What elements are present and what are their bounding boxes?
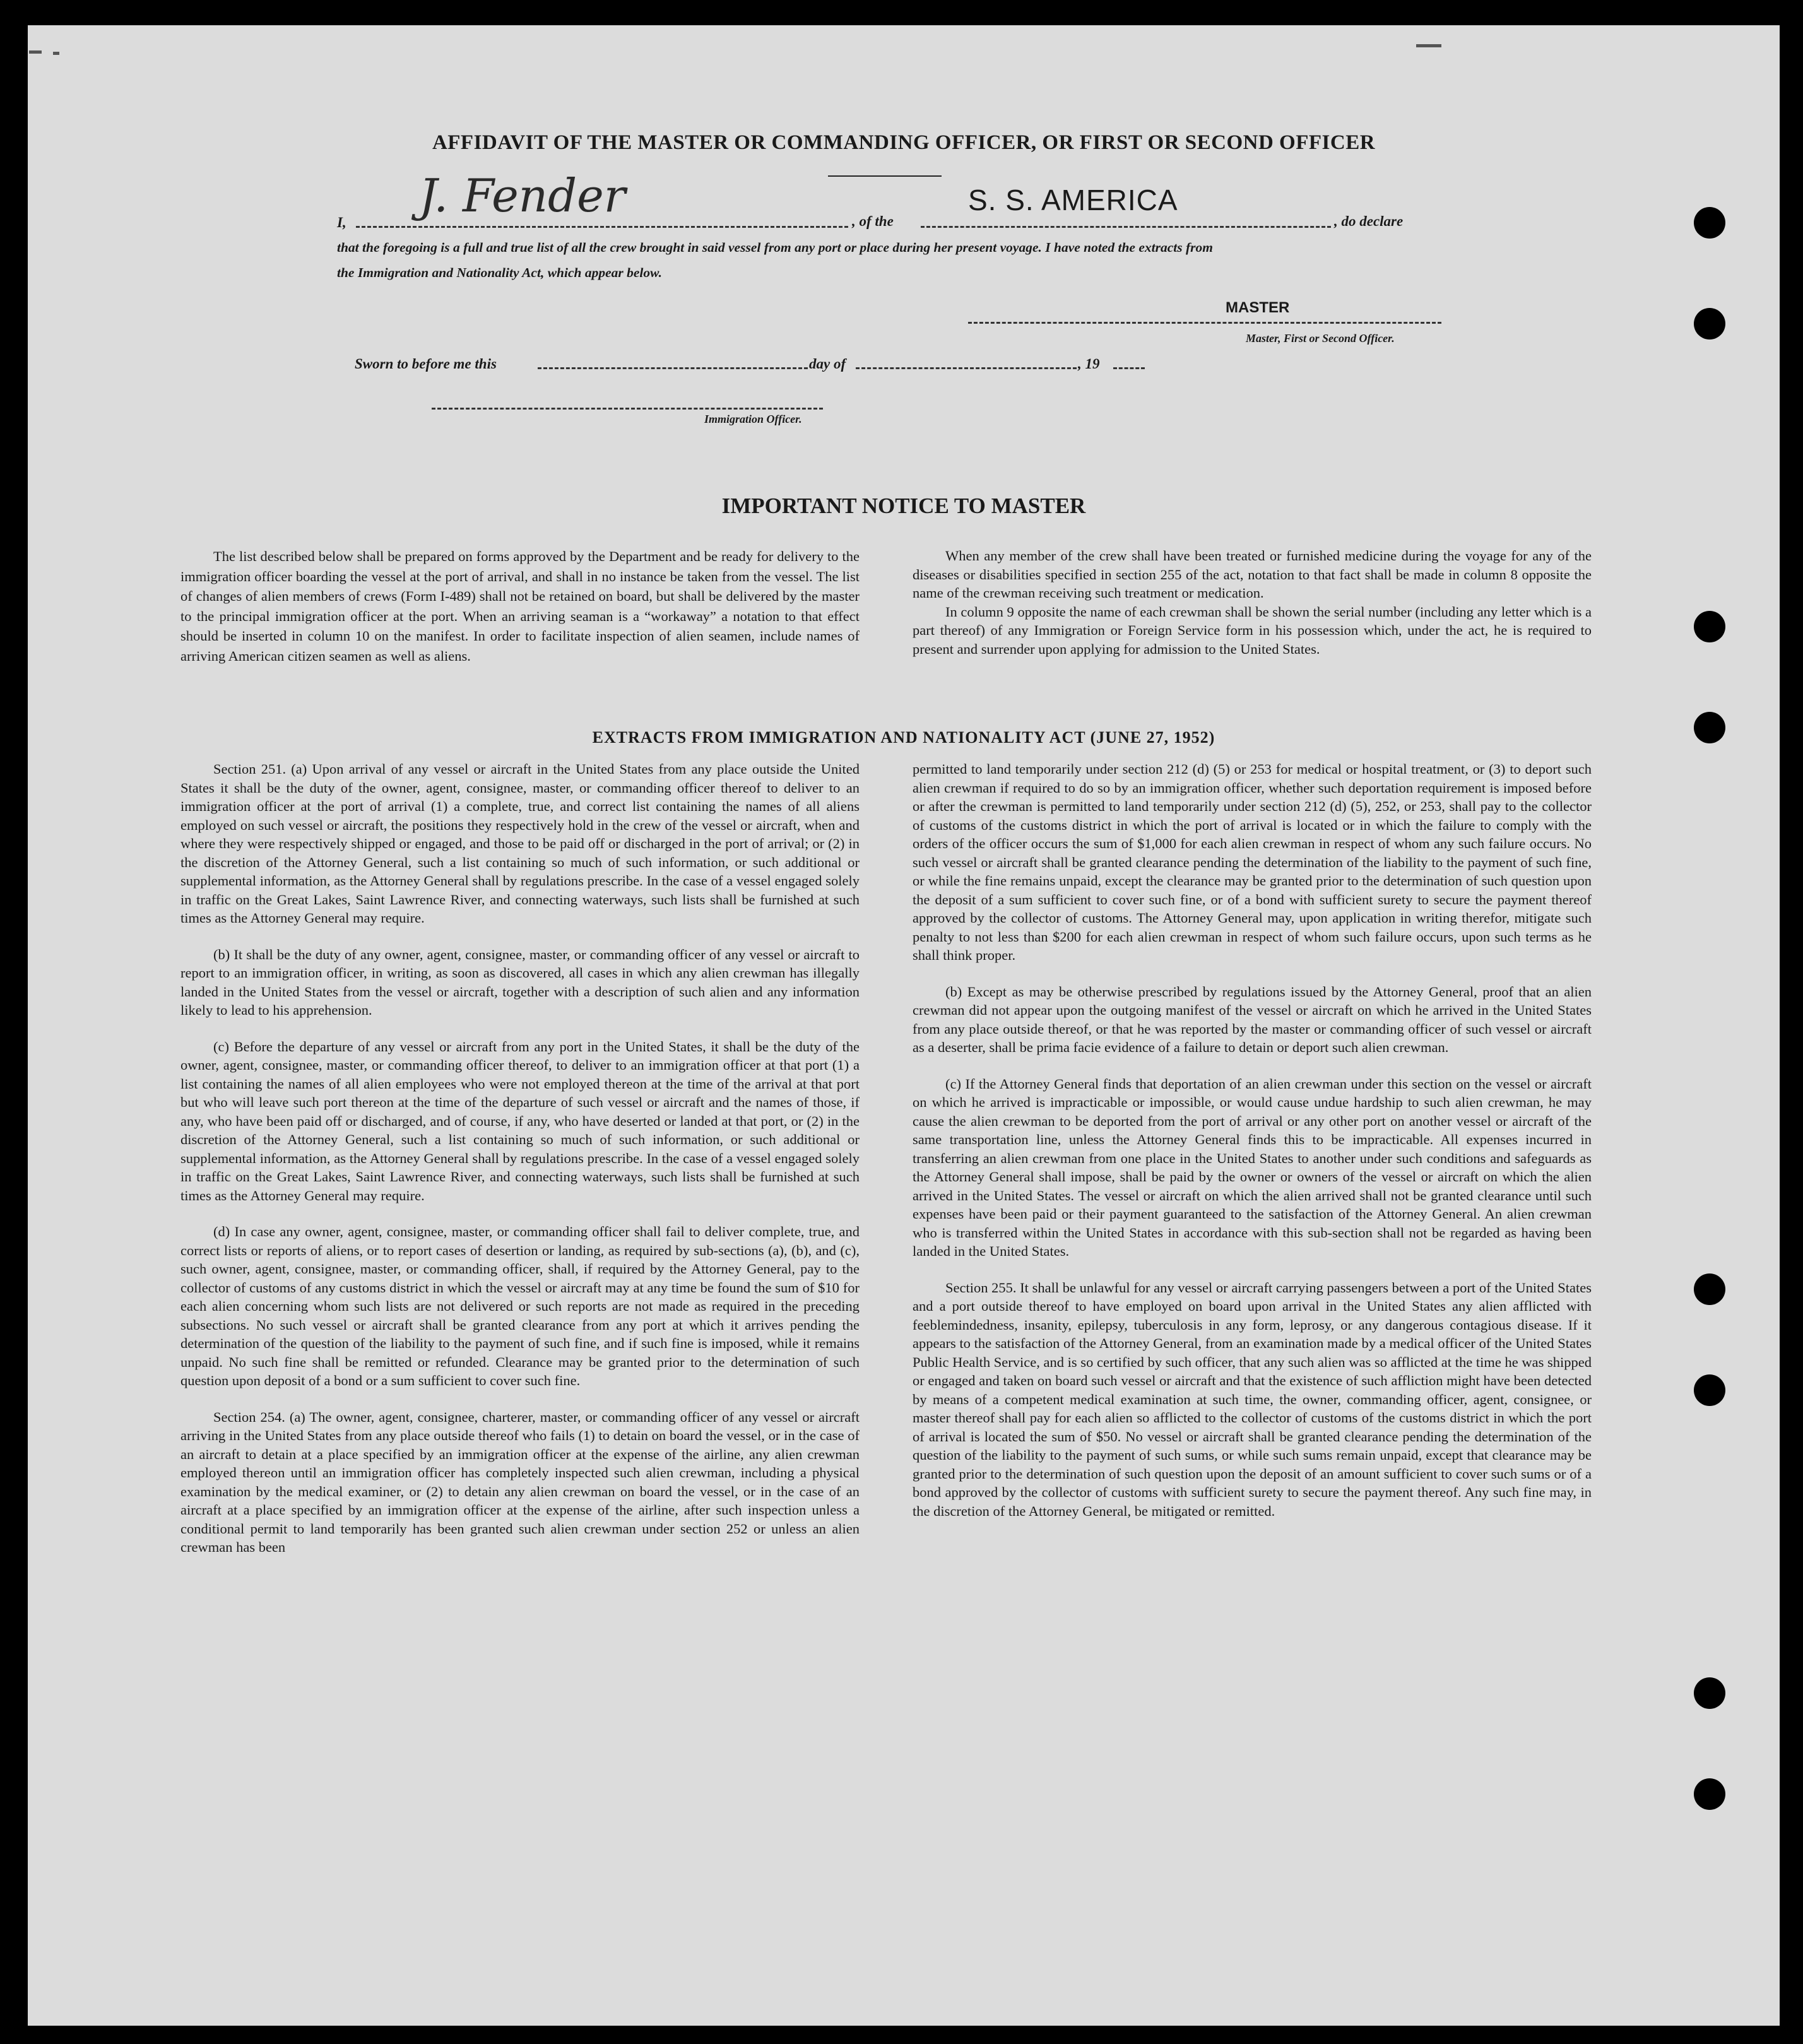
section-254-a-continued: permitted to land temporarily under section 212 (d) (5) or 253 for medical or hospital treatment, or (3) to deport such alien crewman if required to do so by an immigration officer, whether such deportation requirement is imposed before or after the crewman is permitted to land temporarily under section 212 (d) (5), 252, or 253, shall pay to the collector of customs of the customs district in which the port of arrival is located or in which the failure to comply with the orders of the officer occurs the sum of $1,000 for each alien crewman in respect of whom any such failure occurs. No such vessel or aircraft shall be granted clearance pending the determination of the liability to the payment of such fine, or while the fine remains unpaid, except the clearance may be granted prior to the determination of such question upon the deposit of a sum sufficient to cover such fine, or of a bond with sufficient surety to secure the payment thereof approved by the collector of customs. The Attorney General may, upon application in writing therefor, mitigate such penalty to not less than $200 for each alien crewman in respect of whom such failure occurs, upon such terms as he shall think proper.: [913, 761, 1592, 963]
scan-speck: [29, 50, 42, 54]
officer-caption: Immigration Officer.: [704, 413, 802, 425]
section-254-c: (c) If the Attorney General finds that deportation of an alien crewman under this section on the vessel or aircraft on which he arrived is impracticable or impossible, or would cause undue hardship to such alien crewman, he may cause the alien crewman to be deported from the port of arrival or any other port on another vessel or aircraft of the same transportation line, unless the Attorney General finds this to be impracticable. All expenses incurred in transferring an alien crewman from one place in the United States to another under such conditions and safeguards as the Attorney General shall impose, shall be paid by the owner or owners of the vessel or aircraft on which the alien arrived in the United States. The vessel or aircraft on which the alien arrived shall not be granted clearance until such expenses have been paid or their payment guaranteed to the satisfaction of the Attorney General. An alien crewman who is transferred within the United States in accordance with this sub-section shall not be regarded as having been landed in the United States.: [913, 1075, 1592, 1259]
section-251-b: (b) It shall be the duty of any owner, agent, consignee, master, or commanding officer of any vessel or aircraft to report to an immigration officer, in writing, as soon as discovered, all cases in which any alien crewman has illegally landed in the United States from the vessel or aircraft, together with a description of such alien and any information likely to lead to his apprehension.: [180, 946, 860, 1018]
section-254-b: (b) Except as may be otherwise prescribed by regulations issued by the Attorney General, proof that an alien crewman did not appear upon the outgoing manifest of the vessel or aircraft on which he arrived in the United States from any place outside thereof, or that he was reported by the master or commanding officer of such vessel or aircraft as a deserter, shall be prima facie evidence of a failure to detain or deport such alien crewman.: [913, 983, 1592, 1055]
month-line: [856, 367, 1077, 369]
scan-speck: [53, 52, 59, 55]
binder-hole: [1694, 611, 1725, 642]
sworn-label: Sworn to before me this: [355, 356, 497, 372]
notice-right-column: [913, 546, 1592, 676]
i-label: I,: [337, 215, 346, 230]
section-255: Section 255. It shall be unlawful for any vessel or aircraft carrying passengers between a port of the United States and a port outside thereof to have employed on board upon arrival in the United States any alien afflicted with feeblemindedness, insanity, epilepsy, tuberculosis in any form, leprosy, or any dangerous contagious disease. If it appears to the satisfaction of the Attorney General, from an examination made by a medical officer of the United States Public Health Service, and is so certified by such officer, that any such alien was so afflicted at the time he was shipped or engaged and taken on board such vessel or aircraft and that the existence of such affliction might have been detected by means of a competent medical examination at such time, the owner, commanding officer, agent, consignee, or master thereof shall pay for each alien so afflicted to the collector of customs of the customs district in which the port of arrival is located the sum of $50. No vessel or aircraft shall be granted clearance pending the determination of the question of the liability to the payment of such sums, or while such sums remain unpaid, except that clearance may be granted prior to the determination of such question upon the deposit of an amount sufficient to cover such sums or of a bond approved by the collector of customs with sufficient surety to secure the payment thereof. Any such fine may, in the discretion of the Attorney General, be mitigated or remitted.: [913, 1279, 1592, 1519]
binder-hole: [1694, 1273, 1725, 1305]
binder-hole: [1694, 1677, 1725, 1709]
notice-title: IMPORTANT NOTICE TO MASTER: [721, 493, 1086, 518]
master-caption: Master, First or Second Officer.: [1246, 332, 1395, 345]
notice-right-paragraph-1: When any member of the crew shall have been treated or furnished medicine during the voyage for any of the diseases or disabilities specified in section 255 of the act, notation to that fact shall be made in column 8 opposite the name of the crewman receiving such treatment or medication.: [913, 548, 1592, 601]
officer-signature-line: [432, 408, 823, 410]
section-251-d: (d) In case any owner, agent, consignee, master, or commanding officer shall fail to deliver complete, true, and correct lists or reports of aliens, or to report cases of desertion or landing, as required by sub-sections (a), (b), and (c), such owner, agent, consignee, master, or commanding officer, shall, if required by the Attorney General, pay to the collector of customs of any customs district in which the vessel or aircraft may at any time be found the sum of $10 for each alien concerning whom such lists are not delivered or such reports are not made as required in the preceding subsections. No such vessel or aircraft shall be granted clearance from any port at which it arrives pending the determination of the question of the liability to the payment of such fine, and if such fine is imposed, while it remains unpaid. No such fine shall be remitted or refunded. Clearance may be granted prior to the determination of such question upon deposit of a bond or a sum sufficient to cover such fine.: [180, 1224, 860, 1388]
declaration-line-2: the Immigration and Nationality Act, which appear below.: [337, 265, 663, 280]
title-rule: [828, 175, 942, 177]
document-page: [28, 25, 1780, 2026]
notice-left-paragraph: The list described below shall be prepared on forms approved by the Department and be ready for delivery to the immigration officer boarding the vessel at the port of arrival, and shall in no instance be taken from the vessel. The list of changes of alien members of crews (Form I-489) shall not be retained on board, but shall be delivered by the master to the principal immigration officer at the port. When an arriving seaman is a “workaway” a notation to that effect should be inserted in column 10 on the manifest. In order to facilitate inspection of alien seamen, include names of arriving American citizen seamen as well as aliens.: [180, 548, 860, 664]
ship-line: [921, 226, 1331, 228]
year-prefix-label: , 19: [1078, 356, 1100, 372]
section-251-c: (c) Before the departure of any vessel or aircraft from any port in the United States, it shall be the duty of the owner, agent, consignee, master, or commanding officer thereof, to deliver to an immigration officer at that port (1) a list containing the names of all alien employees who were not employed thereon at the time of the arrival at that port but who will leave such port thereon at the time of the departure of such vessel or aircraft and the names of those, if any, who have been paid off or discharged, and of course, if any, who have deserted or landed at that port, or (2) in the discretion of the Attorney General, such a list containing so much of such information, or such additional or supplemental information, as the Attorney General shall by regulations prescribe. In the case of a vessel engaged solely in traffic on the Great Lakes, Saint Lawrence River, and connecting waterways, such lists shall be furnished at such times as the Attorney General may require.: [180, 1038, 860, 1203]
affidavit-title: AFFIDAVIT OF THE MASTER OR COMMANDING OFFICER, OR FIRST OR SECOND OFFICER: [432, 131, 1376, 154]
extracts-left-column: [180, 760, 860, 1574]
day-of-label: day of: [809, 356, 846, 372]
ship-name: S. S. AMERICA: [968, 184, 1178, 216]
master-stamp: MASTER: [1226, 299, 1290, 316]
scan-speck: [1416, 44, 1441, 47]
do-declare-label: , do declare: [1334, 213, 1404, 229]
declaration-line-1: that the foregoing is a full and true list of all the crew brought in said vessel from any port or place during her present voyage. I have noted the extracts from: [337, 240, 1213, 255]
year-line: [1113, 367, 1145, 369]
of-the-label: , of the: [852, 213, 894, 229]
notice-right-paragraph-2: In column 9 opposite the name of each crewman shall be shown the serial number (including any letter which is a part thereof) of any Immigration or Foreign Service form in his possession which, under the act, he is required to present and surrender upon applying for admission to the United States.: [913, 603, 1592, 657]
extracts-title: EXTRACTS FROM IMMIGRATION AND NATIONALITY ACT (JUNE 27, 1952): [592, 728, 1215, 747]
binder-hole: [1694, 207, 1725, 239]
master-signature: J. Fender: [419, 169, 626, 222]
extracts-right-column: [913, 760, 1592, 1538]
master-signature-line: [968, 322, 1441, 324]
section-254-a: Section 254. (a) The owner, agent, consignee, charterer, master, or commanding officer of any vessel or aircraft arriving in the United States from any place outside thereof who fails (1) to detain on board the vessel, or in the case of an aircraft to detain at a place specified by an immigration officer at the expense of the airline, any alien crewman employed thereon until an immigration officer has completely inspected such alien crewman, including a physical examination by the medical examiner, or (2) to detain any alien crewman on board the vessel, or in the case of an aircraft at a place specified by an immigration officer at the expense of the airline, after such inspection unless a conditional permit to land temporarily has been granted such alien crewman under section 252 or unless an alien crewman has been: [180, 1409, 860, 1555]
notice-left-column: [180, 546, 860, 683]
binder-hole: [1694, 308, 1725, 340]
name-line: [356, 226, 848, 228]
binder-hole: [1694, 1374, 1725, 1406]
section-251-a: Section 251. (a) Upon arrival of any vessel or aircraft in the United States from any place outside the United States it shall be the duty of the owner, agent, consignee, master, or commanding officer thereof to deliver to an immigration officer at the port of arrival (1) a complete, true, and correct list containing the names of all aliens employed on such vessel or aircraft, the positions they respectively hold in the crew of the vessel or aircraft, when and where they were respectively shipped or engaged, and those to be paid off or discharged in the port of arrival; or (2) in the discretion of the Attorney General, such a list containing so much of such information, or such additional or supplemental information, as the Attorney General shall by regulations prescribe. In the case of a vessel engaged solely in traffic on the Great Lakes, Saint Lawrence River, and connecting waterways, such lists shall be furnished at such times as the Attorney General may require.: [180, 761, 860, 926]
sworn-date-line: [538, 367, 808, 369]
binder-hole: [1694, 1778, 1725, 1810]
